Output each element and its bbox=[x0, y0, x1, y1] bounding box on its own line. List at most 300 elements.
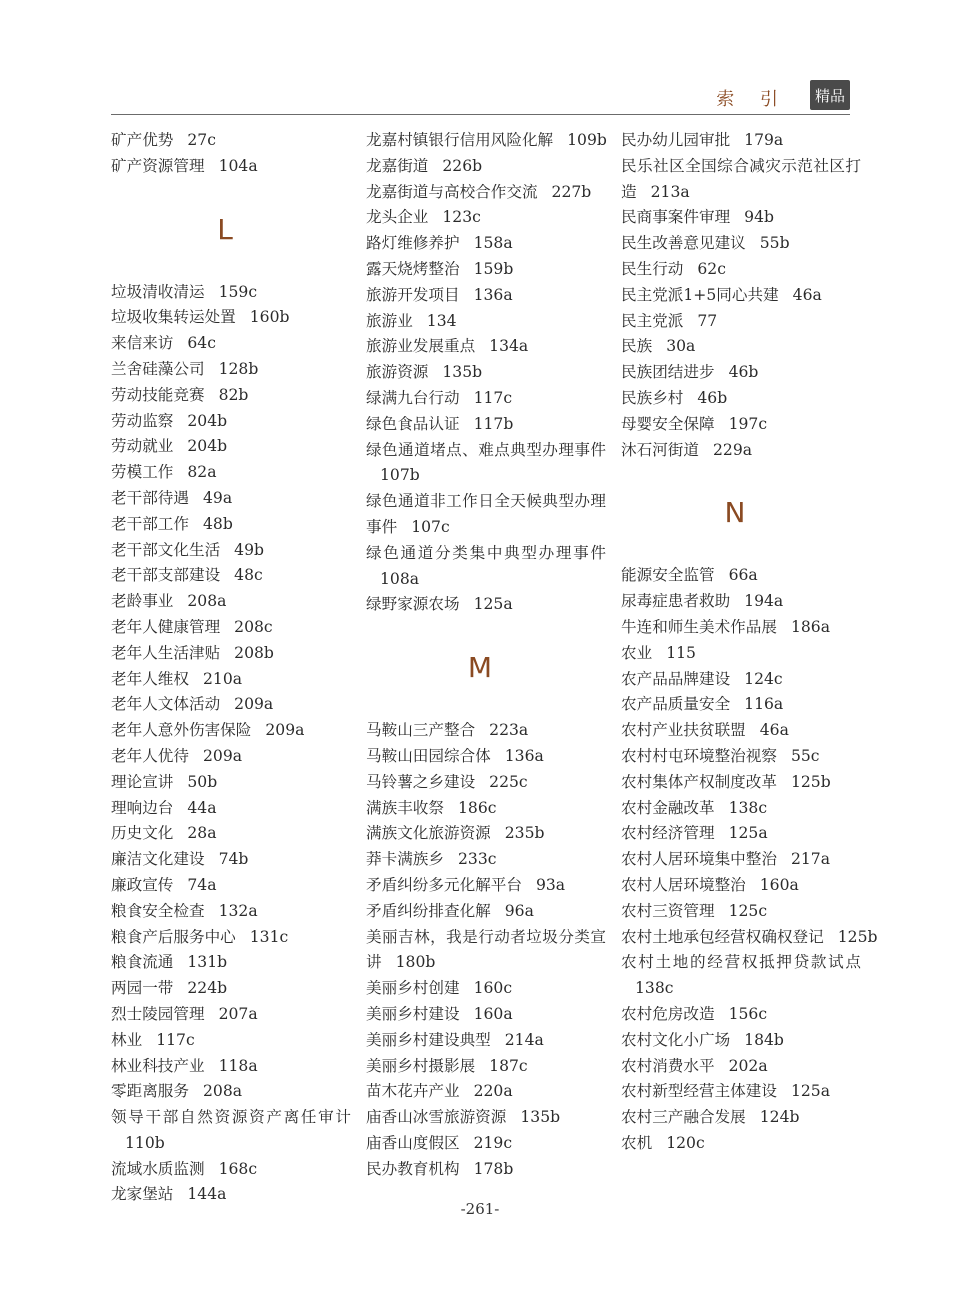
index-page-ref: 214a bbox=[504, 1030, 544, 1049]
index-term: 民族团结进步 bbox=[621, 363, 715, 382]
index-page-ref: 186a bbox=[790, 617, 831, 636]
index-entry bbox=[621, 438, 861, 464]
index-entry bbox=[621, 128, 861, 154]
index-entry bbox=[111, 512, 351, 538]
index-page-ref: 160c bbox=[473, 979, 513, 998]
section-letter: M bbox=[467, 651, 493, 685]
index-term: 民办教育机构 bbox=[366, 1159, 460, 1178]
index-page-ref: 160b bbox=[249, 308, 290, 327]
index-page-ref: 224b bbox=[187, 979, 228, 998]
index-term: 苗木花卉产业 bbox=[366, 1082, 460, 1101]
index-term: 绿野家源农场 bbox=[366, 595, 460, 614]
index-page-ref: 209a bbox=[265, 721, 305, 740]
index-term: 美丽乡村建设 bbox=[366, 1004, 460, 1023]
index-page-ref: 96a bbox=[504, 901, 534, 920]
index-page-ref: 135b bbox=[442, 363, 483, 382]
index-term: 垃圾收集转运处置 bbox=[111, 308, 236, 327]
index-page-ref: 204b bbox=[187, 411, 228, 430]
index-entry bbox=[111, 1157, 351, 1183]
index-term: 路灯维修养护 bbox=[366, 234, 460, 253]
index-entry bbox=[366, 770, 606, 796]
index-term: 旅游开发项目 bbox=[366, 285, 460, 304]
index-entry bbox=[366, 1131, 606, 1157]
index-column-3 bbox=[621, 128, 878, 1157]
index-entry bbox=[366, 1105, 606, 1131]
index-term: 林业科技产业 bbox=[111, 1056, 205, 1075]
index-entry bbox=[621, 334, 861, 360]
running-header bbox=[111, 78, 850, 114]
index-page-ref: 213a bbox=[650, 182, 690, 201]
index-page-ref: 66a bbox=[728, 566, 758, 585]
index-page-ref: 202a bbox=[728, 1056, 768, 1075]
index-entry bbox=[366, 309, 606, 335]
index-entry bbox=[366, 1028, 606, 1054]
index-entry bbox=[111, 950, 351, 976]
index-page-ref: 225c bbox=[489, 772, 528, 791]
index-page-ref: 159b bbox=[473, 259, 514, 278]
index-page-ref: 134 bbox=[426, 311, 457, 330]
index-term: 龙嘉街道与高校合作交流 bbox=[366, 182, 538, 201]
index-term: 民商事案件审理 bbox=[621, 208, 731, 227]
index-entry bbox=[111, 1105, 351, 1157]
index-term: 美丽乡村创建 bbox=[366, 979, 460, 998]
index-entry bbox=[621, 563, 861, 589]
index-term: 民办幼儿园审批 bbox=[621, 131, 731, 149]
index-entry bbox=[621, 231, 861, 257]
index-page-ref: 123c bbox=[442, 208, 481, 227]
index-page-ref: 132a bbox=[218, 901, 258, 920]
index-term: 农村文化小广场 bbox=[621, 1030, 731, 1049]
index-entry bbox=[621, 309, 861, 335]
header-rule bbox=[111, 114, 850, 115]
index-entry bbox=[111, 718, 351, 744]
index-term: 庙香山度假区 bbox=[366, 1133, 460, 1152]
index-page-ref: 209a bbox=[234, 695, 274, 714]
index-page-ref: 229a bbox=[712, 440, 753, 459]
index-page-ref: 194a bbox=[744, 592, 784, 611]
index-term: 矿产资源管理 bbox=[111, 156, 205, 175]
index-page-ref: 160a bbox=[759, 875, 799, 894]
index-term: 民族乡村 bbox=[621, 388, 684, 407]
index-entry bbox=[366, 231, 606, 257]
index-term: 绿色通道分类集中典型办理事件 bbox=[366, 543, 606, 562]
index-page-ref: 49a bbox=[202, 488, 233, 507]
index-entry bbox=[366, 257, 606, 283]
index-page-ref: 208a bbox=[187, 592, 227, 611]
index-entry bbox=[111, 434, 351, 460]
index-entry bbox=[366, 796, 606, 822]
index-entry bbox=[621, 744, 861, 770]
index-column-2 bbox=[366, 128, 606, 1182]
index-term: 绿色通道非工作日全天候典型办理事件 bbox=[366, 492, 606, 536]
index-entry bbox=[366, 718, 606, 744]
index-page-ref: 144a bbox=[187, 1185, 227, 1204]
index-page-ref: 124b bbox=[759, 1108, 800, 1127]
index-page-ref: 220a bbox=[473, 1082, 513, 1101]
index-term: 兰舍硅藻公司 bbox=[111, 359, 205, 378]
index-entry bbox=[111, 383, 351, 409]
index-term: 老年人健康管理 bbox=[111, 617, 221, 636]
index-term: 牛连和师生美术作品展 bbox=[621, 617, 777, 636]
index-page-ref: 117c bbox=[473, 388, 513, 407]
index-entry bbox=[366, 334, 606, 360]
index-term: 母婴安全保障 bbox=[621, 414, 715, 433]
index-page-ref: 107b bbox=[380, 466, 420, 485]
index-term: 农村村屯环境整治视察 bbox=[621, 746, 777, 765]
index-entry bbox=[111, 873, 351, 899]
index-term: 农村产业扶贫联盟 bbox=[621, 721, 746, 740]
index-entry bbox=[111, 1079, 351, 1105]
index-page-ref: 82a bbox=[187, 463, 217, 482]
index-page-ref: 180b bbox=[395, 953, 436, 972]
index-page-ref: 204b bbox=[187, 437, 228, 456]
index-page-ref: 208a bbox=[202, 1082, 243, 1101]
index-term: 来信来访 bbox=[111, 334, 174, 353]
index-page-ref: 109b bbox=[567, 131, 607, 149]
index-page-ref: 104a bbox=[218, 156, 258, 175]
index-term: 农村土地承包经营权确权登记 bbox=[621, 927, 824, 946]
index-page-ref: 138c bbox=[728, 798, 768, 817]
index-page-ref: 187c bbox=[489, 1056, 528, 1075]
index-page-ref: 64c bbox=[187, 334, 216, 353]
index-entry bbox=[111, 409, 351, 435]
index-term: 马铃薯之乡建设 bbox=[366, 772, 476, 791]
index-term: 老年人优待 bbox=[111, 746, 189, 765]
index-page-ref: 117c bbox=[156, 1030, 195, 1049]
index-page-ref: 217a bbox=[790, 850, 831, 869]
index-entry bbox=[111, 1054, 351, 1080]
index-page-ref: 179a bbox=[744, 131, 784, 149]
index-entry bbox=[621, 1131, 861, 1157]
index-page-ref: 178b bbox=[473, 1159, 514, 1178]
index-term: 农村消费水平 bbox=[621, 1056, 715, 1075]
index-entry bbox=[366, 1054, 606, 1080]
index-page-ref: 125a bbox=[473, 595, 513, 614]
index-page-ref: 227b bbox=[551, 182, 592, 201]
index-page-ref: 135b bbox=[520, 1108, 561, 1127]
index-term: 老干部工作 bbox=[111, 514, 189, 533]
index-term: 龙头企业 bbox=[366, 208, 429, 227]
index-entry bbox=[111, 976, 351, 1002]
index-page-ref: 197c bbox=[728, 414, 768, 433]
index-entry bbox=[111, 821, 351, 847]
index-page-ref: 186c bbox=[457, 798, 497, 817]
index-page-ref: 125b bbox=[837, 927, 878, 946]
index-page-ref: 223a bbox=[489, 721, 529, 740]
index-term: 劳动就业 bbox=[111, 437, 174, 456]
index-entry bbox=[621, 412, 861, 438]
index-term: 劳动监察 bbox=[111, 411, 174, 430]
index-term: 民主党派 bbox=[621, 311, 684, 330]
index-term: 粮食产后服务中心 bbox=[111, 927, 236, 946]
index-page-ref: 49b bbox=[234, 540, 264, 559]
index-term: 老年人意外伤害保险 bbox=[111, 721, 252, 740]
index-term: 农业 bbox=[621, 643, 653, 662]
index-page-ref: 131b bbox=[187, 953, 228, 972]
index-term: 农村集体产权制度改革 bbox=[621, 772, 777, 791]
index-entry bbox=[111, 641, 351, 667]
index-term: 劳动技能竞赛 bbox=[111, 385, 205, 404]
index-term: 老年人生活津贴 bbox=[111, 643, 221, 662]
index-entry bbox=[366, 592, 606, 618]
index-page-ref: 134a bbox=[489, 337, 529, 356]
index-entry bbox=[366, 873, 606, 899]
index-term: 美丽乡村摄影展 bbox=[366, 1056, 476, 1075]
index-term: 农机 bbox=[621, 1133, 653, 1152]
index-entry bbox=[621, 925, 878, 951]
index-page-ref: 27c bbox=[187, 131, 216, 149]
index-term: 能源安全监管 bbox=[621, 566, 715, 585]
index-term: 矿产优势 bbox=[111, 131, 174, 149]
index-page-ref: 46a bbox=[759, 721, 789, 740]
index-entry bbox=[621, 692, 861, 718]
index-page-ref: 74a bbox=[187, 875, 217, 894]
index-page-ref: 208b bbox=[234, 643, 274, 662]
index-term: 绿色通道堵点、难点典型办理事件 bbox=[366, 440, 606, 459]
index-page-ref: 46b bbox=[697, 388, 728, 407]
index-page-ref: 108a bbox=[380, 569, 420, 588]
index-page-ref: 160a bbox=[473, 1004, 513, 1023]
index-entry bbox=[111, 589, 351, 615]
index-term: 民生改善意见建议 bbox=[621, 234, 746, 253]
index-term: 美丽乡村建设典型 bbox=[366, 1030, 491, 1049]
index-entry bbox=[111, 1028, 351, 1054]
index-term: 农产品质量安全 bbox=[621, 695, 731, 714]
index-entry bbox=[366, 541, 606, 593]
index-page-ref: 116a bbox=[744, 695, 784, 714]
index-page-ref: 115 bbox=[666, 643, 696, 662]
index-entry bbox=[366, 847, 606, 873]
book-logo-icon: 精品 bbox=[810, 80, 850, 110]
index-entry bbox=[111, 615, 351, 641]
index-entry bbox=[366, 744, 606, 770]
index-term: 理论宣讲 bbox=[111, 772, 174, 791]
index-term: 农产品品牌建设 bbox=[621, 669, 731, 688]
index-page-ref: 168c bbox=[218, 1159, 258, 1178]
index-entry bbox=[366, 283, 606, 309]
index-entry bbox=[111, 563, 351, 589]
index-term: 两园一带 bbox=[111, 979, 174, 998]
index-entry bbox=[621, 1105, 861, 1131]
index-term: 历史文化 bbox=[111, 824, 174, 843]
index-entry bbox=[111, 486, 351, 512]
index-entry bbox=[366, 128, 606, 154]
index-page-ref: 125b bbox=[790, 772, 831, 791]
index-term: 民主党派1+5同心共建 bbox=[621, 285, 779, 304]
index-term: 尿毒症患者救助 bbox=[621, 592, 731, 611]
index-term: 民生行动 bbox=[621, 259, 684, 278]
index-page-ref: 128b bbox=[218, 359, 259, 378]
index-entry bbox=[621, 847, 861, 873]
index-term: 绿色食品认证 bbox=[366, 414, 460, 433]
index-entry bbox=[111, 770, 351, 796]
index-entry bbox=[366, 412, 606, 438]
index-term: 沐石河街道 bbox=[621, 440, 699, 459]
index-term: 龙家堡站 bbox=[111, 1185, 174, 1204]
index-page-ref: 208c bbox=[234, 617, 273, 636]
index-term: 农村人居环境整治 bbox=[621, 875, 746, 894]
index-page-ref: 156c bbox=[728, 1004, 768, 1023]
index-entry bbox=[621, 796, 861, 822]
index-entry bbox=[366, 154, 606, 180]
index-page-ref: 48c bbox=[234, 566, 263, 585]
index-entry bbox=[111, 305, 351, 331]
index-entry bbox=[366, 1079, 606, 1105]
index-term: 旅游资源 bbox=[366, 363, 429, 382]
index-page-ref: 226b bbox=[442, 156, 483, 175]
index-term: 廉洁文化建设 bbox=[111, 850, 205, 869]
index-term: 旅游业发展重点 bbox=[366, 337, 476, 356]
index-term: 老干部文化生活 bbox=[111, 540, 221, 559]
index-entry bbox=[366, 205, 606, 231]
index-term: 龙嘉街道 bbox=[366, 156, 429, 175]
index-entry bbox=[621, 873, 861, 899]
index-term: 老干部支部建设 bbox=[111, 566, 221, 585]
index-entry bbox=[111, 899, 351, 925]
page-number: -261- bbox=[460, 1200, 500, 1218]
index-entry bbox=[111, 692, 351, 718]
index-entry bbox=[621, 615, 861, 641]
index-term: 民族 bbox=[621, 337, 653, 356]
index-entry bbox=[366, 821, 606, 847]
index-page-ref: 118a bbox=[218, 1056, 258, 1075]
index-entry bbox=[621, 718, 861, 744]
index-page-ref: 77 bbox=[697, 311, 718, 330]
index-term: 莽卡满族乡 bbox=[366, 850, 444, 869]
index-entry bbox=[111, 460, 351, 486]
index-entry bbox=[621, 667, 861, 693]
index-entry bbox=[111, 925, 351, 951]
index-term: 零距离服务 bbox=[111, 1082, 189, 1101]
index-term: 理响边台 bbox=[111, 798, 174, 817]
index-entry bbox=[621, 899, 861, 925]
index-page-ref: 94b bbox=[744, 208, 774, 227]
index-page-ref: 48b bbox=[202, 514, 233, 533]
index-term: 马鞍山田园综合体 bbox=[366, 746, 491, 765]
index-page-ref: 235b bbox=[504, 824, 545, 843]
index-entry bbox=[621, 283, 861, 309]
index-page-ref: 117b bbox=[473, 414, 514, 433]
index-page-ref: 158a bbox=[473, 234, 513, 253]
index-term: 粮食流通 bbox=[111, 953, 174, 972]
index-entry bbox=[621, 360, 861, 386]
index-term: 林业 bbox=[111, 1030, 143, 1049]
index-term: 烈士陵园管理 bbox=[111, 1004, 205, 1023]
index-column-1 bbox=[111, 128, 351, 1208]
index-page-ref: 120c bbox=[666, 1133, 705, 1152]
index-page-ref: 46b bbox=[728, 363, 759, 382]
index-entry bbox=[366, 1157, 606, 1183]
index-page-ref: 233c bbox=[457, 850, 497, 869]
index-term: 民乐社区全国综合减灾示范社区打造 bbox=[621, 156, 861, 201]
index-term: 绿满九台行动 bbox=[366, 388, 460, 407]
index-entry bbox=[621, 386, 861, 412]
index-entry bbox=[621, 205, 861, 231]
index-entry bbox=[366, 925, 606, 977]
index-entry bbox=[621, 1028, 861, 1054]
index-entry bbox=[621, 154, 861, 206]
index-page-ref: 55c bbox=[790, 746, 820, 765]
index-entry bbox=[111, 357, 351, 383]
index-entry bbox=[366, 386, 606, 412]
index-entry bbox=[366, 489, 606, 541]
index-term: 矛盾纠纷多元化解平台 bbox=[366, 875, 522, 894]
section-title: 索 引 bbox=[716, 89, 788, 110]
index-term: 农村经济管理 bbox=[621, 824, 715, 843]
index-term: 龙嘉村镇银行信用风险化解 bbox=[366, 131, 554, 149]
index-term: 农村危房改造 bbox=[621, 1004, 715, 1023]
index-term: 劳模工作 bbox=[111, 463, 174, 482]
index-term: 农村三资管理 bbox=[621, 901, 715, 920]
index-page-ref: 107c bbox=[411, 517, 450, 536]
index-entry bbox=[621, 589, 861, 615]
index-page-ref: 82b bbox=[218, 385, 249, 404]
index-entry bbox=[111, 1002, 351, 1028]
index-term: 露天烧烤整治 bbox=[366, 259, 460, 278]
index-entry bbox=[111, 744, 351, 770]
index-entry bbox=[111, 796, 351, 822]
index-term: 老龄事业 bbox=[111, 592, 174, 611]
index-page-ref: 62c bbox=[697, 259, 726, 278]
index-page-ref: 136a bbox=[473, 285, 513, 304]
index-entry bbox=[621, 1079, 861, 1105]
index-entry bbox=[621, 641, 861, 667]
index-page-ref: 125c bbox=[728, 901, 768, 920]
index-page-ref: 110b bbox=[125, 1133, 165, 1152]
index-term: 老年人维权 bbox=[111, 669, 189, 688]
index-entry bbox=[111, 128, 351, 154]
index-page-ref: 219c bbox=[473, 1133, 513, 1152]
index-term: 流域水质监测 bbox=[111, 1159, 205, 1178]
index-entry bbox=[111, 331, 351, 357]
index-term: 美丽吉林，我是行动者垃圾分类宣讲 bbox=[366, 927, 606, 972]
index-term: 农村土地的经营权抵押贷款试点 bbox=[621, 953, 861, 972]
index-term: 矛盾纠纷排查化解 bbox=[366, 901, 491, 920]
index-term: 粮食安全检查 bbox=[111, 901, 205, 920]
index-entry bbox=[621, 257, 861, 283]
index-entry bbox=[111, 154, 351, 180]
index-term: 老干部待遇 bbox=[111, 488, 189, 507]
index-term: 垃圾清收清运 bbox=[111, 282, 205, 301]
index-entry bbox=[366, 360, 606, 386]
index-page-ref: 136a bbox=[504, 746, 544, 765]
index-page-ref: 209a bbox=[202, 746, 243, 765]
index-page-ref: 50b bbox=[187, 772, 218, 791]
index-term: 廉政宣传 bbox=[111, 875, 174, 894]
index-page-ref: 184b bbox=[744, 1030, 784, 1049]
index-page-ref: 55b bbox=[759, 234, 790, 253]
section-letter: N bbox=[724, 496, 746, 530]
index-page-ref: 210a bbox=[202, 669, 243, 688]
index-page-ref: 131c bbox=[249, 927, 289, 946]
index-term: 农村金融改革 bbox=[621, 798, 715, 817]
index-page-ref: 125a bbox=[790, 1082, 831, 1101]
index-page-ref: 207a bbox=[218, 1004, 258, 1023]
index-term: 满族丰收祭 bbox=[366, 798, 444, 817]
index-entry bbox=[111, 847, 351, 873]
index-entry bbox=[366, 438, 606, 490]
index-term: 领导干部自然资源资产离任审计 bbox=[111, 1108, 351, 1127]
index-entry bbox=[111, 280, 351, 306]
index-term: 农村新型经营主体建设 bbox=[621, 1082, 777, 1101]
index-entry bbox=[366, 1002, 606, 1028]
index-page-ref: 28a bbox=[187, 824, 217, 843]
index-entry bbox=[621, 821, 861, 847]
index-term: 马鞍山三产整合 bbox=[366, 721, 476, 740]
index-page-ref: 159c bbox=[218, 282, 258, 301]
index-page-ref: 30a bbox=[666, 337, 696, 356]
index-entry bbox=[366, 976, 606, 1002]
